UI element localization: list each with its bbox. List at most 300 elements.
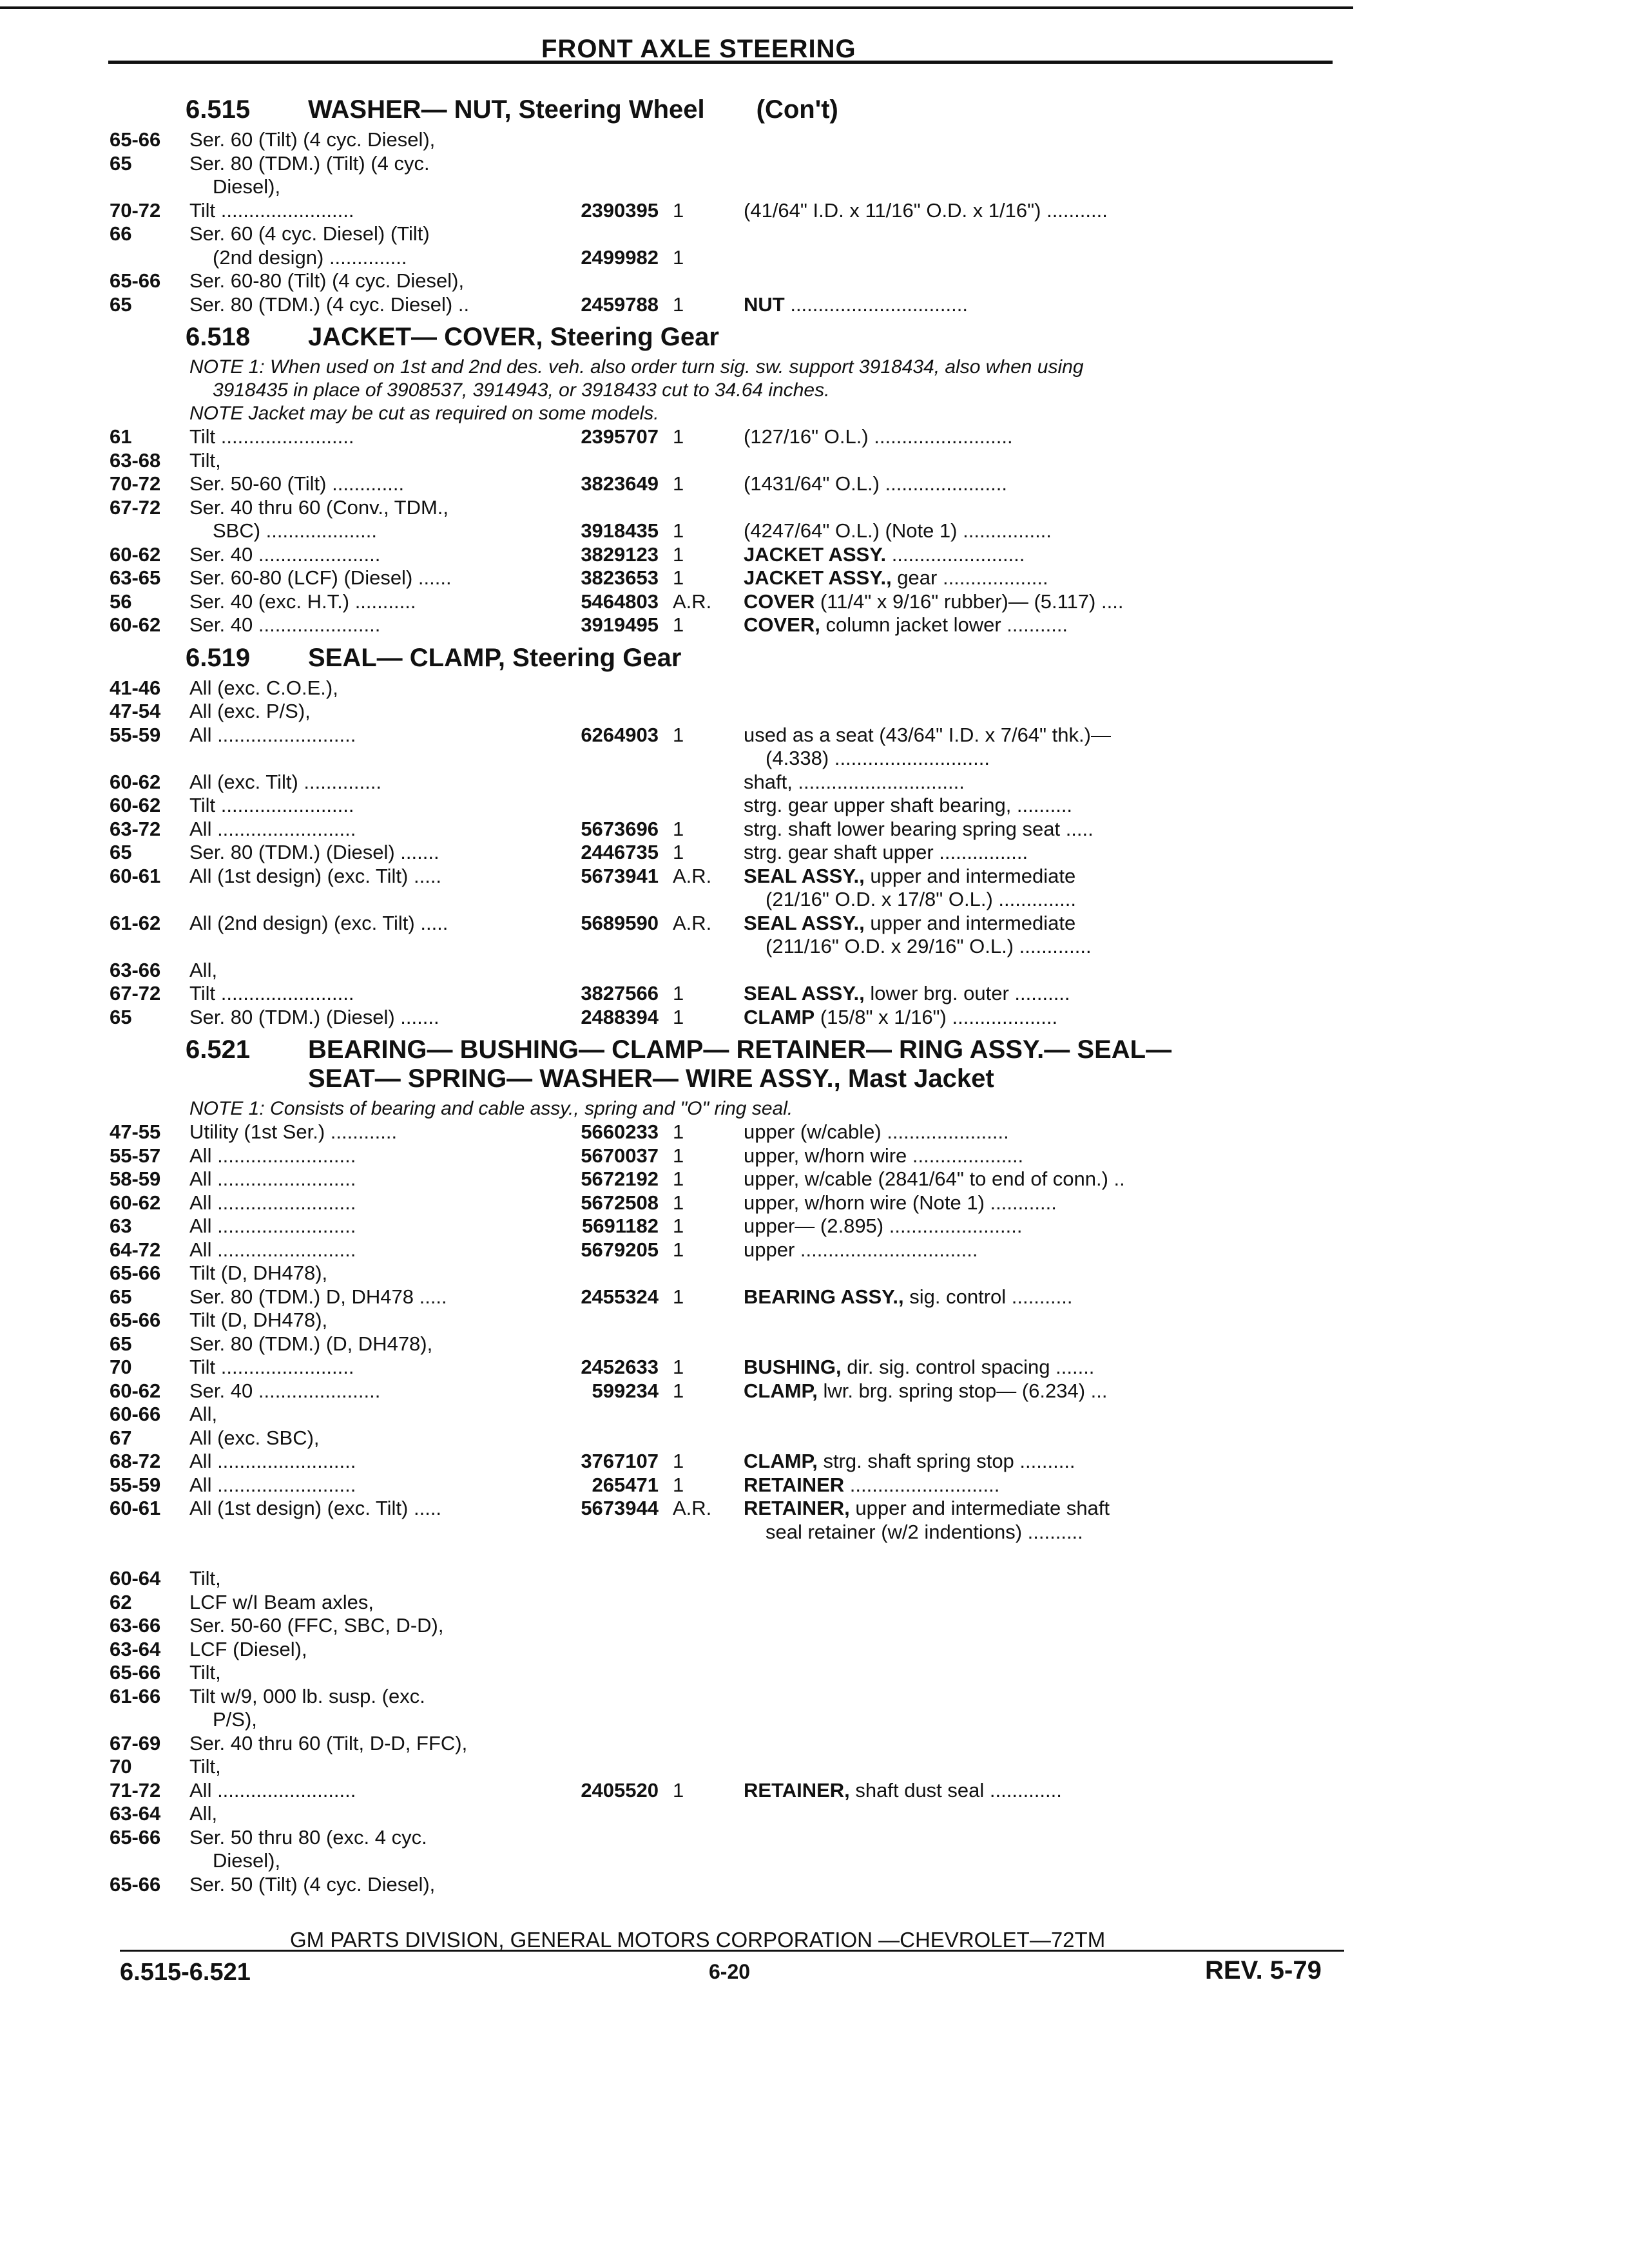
quantity: 1 [673,1356,684,1378]
part-detail: (127/16" O.L.) ......................... [744,425,1013,448]
application: Diesel), [213,1849,281,1872]
part-description [744,724,1347,747]
model-years: 67 [110,1426,132,1449]
quantity [659,1614,744,1638]
section-title-line: JACKET— COVER, Steering Gear [308,323,719,351]
part-number: 5673696 [581,817,659,840]
part-description [744,472,1347,496]
model-years: 62 [110,1590,132,1613]
part-description [744,1474,1347,1497]
quantity [659,1755,744,1779]
part-detail: sig. control ........... [903,1285,1073,1308]
section-number: 6.519 [186,643,251,672]
part-name: RETAINER, [744,1497,850,1519]
application: Ser. 50 thru 80 (exc. 4 cyc. [189,1825,427,1849]
part-number [555,152,659,176]
model-years [110,246,189,270]
part-number [555,128,659,152]
application: Ser. 40 (exc. H.T.) ........... [189,590,416,613]
model-years: 60-61 [110,1497,161,1519]
part-description [744,449,1347,473]
part-detail: (4247/64" O.L.) (Note 1) ................ [744,519,1052,542]
part-row [110,1474,1347,1497]
quantity: 1 [673,1215,684,1237]
part-row [110,794,1347,818]
part-row [110,959,1347,983]
quantity: 1 [673,1285,684,1308]
application: Ser. 60 (Tilt) (4 cyc. Diesel), [189,128,436,151]
section-number: 6.515 [186,95,251,124]
part-description [744,1262,1347,1285]
part-description [744,1779,1347,1803]
part-detail: lwr. brg. spring stop— (6.234) ... [817,1379,1108,1402]
model-years: 60-66 [110,1403,161,1425]
application: Tilt, [189,1755,221,1778]
application: Ser. 40 ...................... [189,613,381,636]
part-number: 2459788 [581,293,659,316]
part-row [110,1006,1347,1030]
quantity: A.R. [673,864,712,887]
part-row [110,1309,1347,1332]
model-years [110,888,189,912]
application: All, [189,1403,218,1425]
part-description [744,1006,1347,1030]
page-title: FRONT AXLE STEERING [541,35,856,63]
part-number [555,1826,659,1850]
footer-publisher: GM PARTS DIVISION, GENERAL MOTORS CORPORATION —CHEVROLET—72TM [290,1928,1106,1952]
part-number: 2395707 [581,425,659,448]
model-years: 65-66 [110,1309,161,1331]
application: Ser. 50-60 (FFC, SBC, D-D), [189,1614,444,1637]
application: Diesel), [213,175,281,198]
quantity: 1 [673,841,684,863]
part-row [110,496,1347,520]
part-description [744,425,1347,449]
part-detail: used as a seat (43/64" I.D. x 7/64" thk.)— [744,723,1111,746]
application: Tilt, [189,1567,221,1590]
footer-revision: REV. 5-79 [1205,1956,1322,1984]
part-name: JACKET ASSY. [744,543,887,566]
part-number: 3919495 [581,613,659,636]
part-detail: shaft dust seal ............. [849,1778,1062,1802]
part-row [110,1755,1347,1779]
application [189,747,555,771]
part-row [110,1661,1347,1685]
part-number [555,1332,659,1356]
model-years: 63 [110,1215,132,1237]
application: Tilt, [189,1661,221,1684]
part-number [555,1708,659,1732]
part-row [110,175,1347,199]
part-name: SEAL ASSY., [744,911,865,934]
application [189,888,555,912]
application: All, [189,1802,218,1825]
part-description [744,1191,1347,1215]
part-description [744,1427,1347,1450]
quantity: 1 [673,519,684,542]
application: Ser. 40 thru 60 (Conv., TDM., [189,495,449,519]
model-years: 70 [110,1755,132,1778]
quantity [659,496,744,520]
part-description [744,152,1347,176]
part-number [555,269,659,293]
part-description [744,222,1347,246]
part-number [555,222,659,246]
part-row [110,818,1347,841]
quantity: 1 [673,1379,684,1402]
part-row [110,425,1347,449]
part-row [110,1332,1347,1356]
quantity: 1 [673,1450,684,1472]
part-row [110,1238,1347,1262]
part-number: 5670037 [581,1144,659,1167]
part-row [110,841,1347,865]
quantity [659,888,744,912]
section-title [308,1035,1347,1093]
section-title [308,644,1347,673]
section-title-line: WASHER— NUT, Steering Wheel [308,95,705,124]
model-years: 61-62 [110,911,161,934]
part-description [744,959,1347,983]
model-years: 55-59 [110,1473,161,1496]
part-row [110,1215,1347,1238]
part-description [744,1120,1347,1144]
part-number [555,1309,659,1332]
part-description [744,199,1347,223]
model-years: 65 [110,151,132,175]
part-description [744,1238,1347,1262]
part-number [555,959,659,983]
part-description [744,700,1347,724]
model-years: 68-72 [110,1450,161,1472]
model-years: 60-62 [110,1379,161,1402]
model-years: 60-62 [110,1191,161,1214]
part-description [744,1403,1347,1427]
part-number [555,1403,659,1427]
quantity [659,1638,744,1662]
section-note: NOTE 1: When used on 1st and 2nd des. veh. also order turn sig. sw. support 3918434, also when using [189,356,1084,378]
application: Ser. 80 (TDM.) (Diesel) ....... [189,841,439,863]
part-number: 5673941 [581,864,659,887]
part-description [744,590,1347,614]
model-years: 65-66 [110,269,161,292]
part-name: RETAINER, [744,1778,850,1802]
part-row [110,1638,1347,1662]
part-number: 3829123 [581,543,659,566]
part-description [744,771,1347,794]
part-row [110,865,1347,889]
part-number: 265471 [592,1473,659,1496]
part-row [110,1873,1347,1897]
application: Ser. 80 (TDM.) (D, DH478), [189,1332,433,1355]
part-description [744,982,1347,1006]
section-title-line-2: SEAT— SPRING— WASHER— WIRE ASSY., Mast Jacket [308,1064,994,1093]
part-description [744,935,1347,959]
part-description [744,1614,1347,1638]
model-years: 63-66 [110,1614,161,1637]
part-number: 3823653 [581,566,659,589]
model-years: 70-72 [110,472,161,495]
part-row [110,566,1347,590]
part-number: 3918435 [581,519,659,542]
application: All ......................... [189,1168,356,1190]
application: All ......................... [189,1778,356,1802]
quantity: 1 [673,566,684,589]
quantity: 1 [673,245,684,269]
section-title-line: BEARING— BUSHING— CLAMP— RETAINER— RING ASSY.— SEAL— [308,1035,1172,1064]
quantity: 1 [673,982,684,1004]
quantity [659,1567,744,1591]
part-row [110,1191,1347,1215]
part-row [110,1262,1347,1285]
part-row [110,677,1347,700]
application: (2nd design) .............. [213,245,407,269]
model-years [110,1849,189,1873]
part-number [555,700,659,724]
quantity [659,128,744,152]
part-description [744,912,1347,936]
model-years: 56 [110,590,132,613]
part-row [110,128,1347,152]
quantity [659,1849,744,1873]
part-number [555,1614,659,1638]
part-description [744,128,1347,152]
part-name: SEAL ASSY., [744,864,865,887]
part-row [110,912,1347,936]
part-row [110,1168,1347,1191]
model-years: 63-68 [110,448,161,472]
part-row [110,199,1347,223]
application: All ......................... [189,723,356,746]
part-description [744,841,1347,865]
quantity [659,1708,744,1732]
footer-page-number: 6-20 [709,1960,751,1983]
model-years: 47-55 [110,1120,161,1143]
part-description [744,1826,1347,1850]
quantity: 1 [673,1238,684,1261]
part-number: 2390395 [581,198,659,222]
part-number: 5672192 [581,1168,659,1190]
quantity: 1 [673,1120,684,1143]
part-description [744,269,1347,293]
part-number: 2455324 [581,1285,659,1308]
part-row [110,1521,1347,1544]
part-number [555,935,659,959]
footer-section-range: 6.515-6.521 [120,1959,251,1986]
part-description [744,519,1347,543]
part-detail: upper and intermediate [864,864,1076,887]
part-row [110,1802,1347,1826]
part-row [110,935,1347,959]
section-note: NOTE Jacket may be cut as required on some models. [189,403,659,424]
application: All ......................... [189,1215,356,1237]
part-description [744,566,1347,590]
application: Ser. 80 (TDM.) D, DH478 ..... [189,1285,447,1308]
part-description [744,1802,1347,1826]
part-number [555,1661,659,1685]
model-years: 65-66 [110,1661,161,1684]
quantity [659,1403,744,1427]
part-row [110,1403,1347,1427]
quantity: 1 [673,543,684,566]
model-years: 63-64 [110,1802,161,1825]
part-detail: (15/8" x 1/16") ................... [815,1005,1058,1028]
model-years [110,935,189,959]
part-number [555,449,659,473]
model-years: 61-66 [110,1684,161,1707]
model-years: 63-66 [110,958,161,981]
part-row [110,222,1347,246]
part-row [110,246,1347,270]
application: SBC) .................... [213,519,377,542]
part-description [744,1450,1347,1474]
part-detail: (4.338) ............................ [766,747,990,769]
quantity [659,1309,744,1332]
model-years: 65-66 [110,1262,161,1284]
application: LCF (Diesel), [189,1637,307,1660]
section-title-line: SEAL— CLAMP, Steering Gear [308,643,682,672]
quantity [659,1873,744,1897]
part-number: 2452633 [581,1356,659,1378]
application: Ser. 50-60 (Tilt) ............. [189,472,405,495]
quantity: 1 [673,723,684,746]
catalog-content [110,89,1347,1896]
model-years: 64-72 [110,1238,161,1261]
application: All ......................... [189,1191,356,1214]
part-description [744,246,1347,270]
quantity: 1 [673,293,684,316]
part-detail: column jacket lower ........... [820,613,1068,636]
part-detail: strg. gear upper shaft bearing, .......... [744,794,1073,816]
footer-rule [120,1950,1344,1952]
part-description [744,677,1347,700]
part-detail: ........................ [886,543,1025,566]
part-number [555,1849,659,1873]
part-row [110,472,1347,496]
part-row [110,152,1347,176]
quantity [659,1802,744,1826]
application: All (2nd design) (exc. Tilt) ..... [189,911,448,934]
model-years: 60-62 [110,794,161,816]
quantity: 1 [673,1005,684,1028]
part-description [744,1497,1347,1521]
model-years [110,1521,189,1544]
part-number [555,1521,659,1544]
part-name: BUSHING, [744,1356,842,1378]
application: All (exc. Tilt) .............. [189,770,381,793]
quantity [659,700,744,724]
part-number [555,1427,659,1450]
part-number [555,175,659,199]
part-detail: lower brg. outer .......... [864,982,1070,1004]
part-row [110,293,1347,317]
part-description [744,1685,1347,1709]
part-row [110,1779,1347,1803]
model-years: 65-66 [110,1825,161,1849]
part-description [744,794,1347,818]
part-detail: seal retainer (w/2 indentions) .......... [766,1520,1083,1543]
part-description [744,1285,1347,1309]
application: Ser. 60-80 (LCF) (Diesel) ...... [189,566,452,589]
top-rule [0,6,1353,9]
part-number [555,1755,659,1779]
application: Ser. 80 (TDM.) (Diesel) ....... [189,1005,439,1028]
application: All (1st design) (exc. Tilt) ..... [189,864,442,887]
quantity: 1 [673,1168,684,1190]
part-detail: strg. shaft spring stop .......... [817,1450,1075,1472]
part-number [555,1802,659,1826]
quantity [659,449,744,473]
model-years: 63-72 [110,817,161,840]
part-description [744,865,1347,889]
part-number [555,677,659,700]
application: Ser. 80 (TDM.) (Tilt) (4 cyc. [189,151,430,175]
model-years: 60-61 [110,864,161,887]
quantity: 1 [673,425,684,448]
part-row [110,543,1347,567]
section-header [110,1035,1347,1093]
part-name: RETAINER [744,1473,845,1496]
quantity [659,152,744,176]
part-detail: upper ................................ [744,1238,978,1261]
part-detail: (41/64" I.D. x 11/16" O.D. x 1/16") ........... [744,198,1108,222]
model-years [110,1708,189,1732]
section-title [308,323,1347,352]
model-years: 65-66 [110,1872,161,1896]
part-description [744,1215,1347,1238]
part-number: 5464803 [581,590,659,613]
quantity [659,935,744,959]
part-row [110,1356,1347,1379]
part-number: 2405520 [581,1778,659,1802]
quantity [659,1826,744,1850]
part-row [110,590,1347,614]
part-description [744,543,1347,567]
quantity [659,1661,744,1685]
part-description [744,1755,1347,1779]
application: All (exc. P/S), [189,700,311,722]
part-row [110,1567,1347,1591]
quantity [659,222,744,246]
section-continued: (Con't) [756,95,838,124]
part-name: NUT [744,293,785,316]
application [189,1521,555,1544]
part-detail: (211/16" O.D. x 29/16" O.L.) ............. [766,935,1092,957]
part-description [744,1591,1347,1615]
model-years: 63-64 [110,1637,161,1660]
part-detail: dir. sig. control spacing ....... [841,1356,1095,1378]
part-name: CLAMP, [744,1379,818,1402]
application: All ......................... [189,1238,356,1261]
model-years: 65 [110,293,132,316]
application: All (1st design) (exc. Tilt) ..... [189,1497,442,1519]
application: Tilt ........................ [189,794,354,816]
part-row [110,700,1347,724]
model-years: 67-72 [110,982,161,1004]
part-name: COVER, [744,613,820,636]
part-row [110,1685,1347,1709]
application: Tilt ........................ [189,1356,354,1378]
part-description [744,1708,1347,1732]
part-description [744,1873,1347,1897]
part-detail: upper (w/cable) ...................... [744,1120,1009,1143]
application: Ser. 40 ...................... [189,1379,381,1402]
application [189,935,555,959]
part-row [110,1285,1347,1309]
part-detail: strg. gear shaft upper ................ [744,841,1028,863]
part-row [110,982,1347,1006]
part-row [110,1614,1347,1638]
